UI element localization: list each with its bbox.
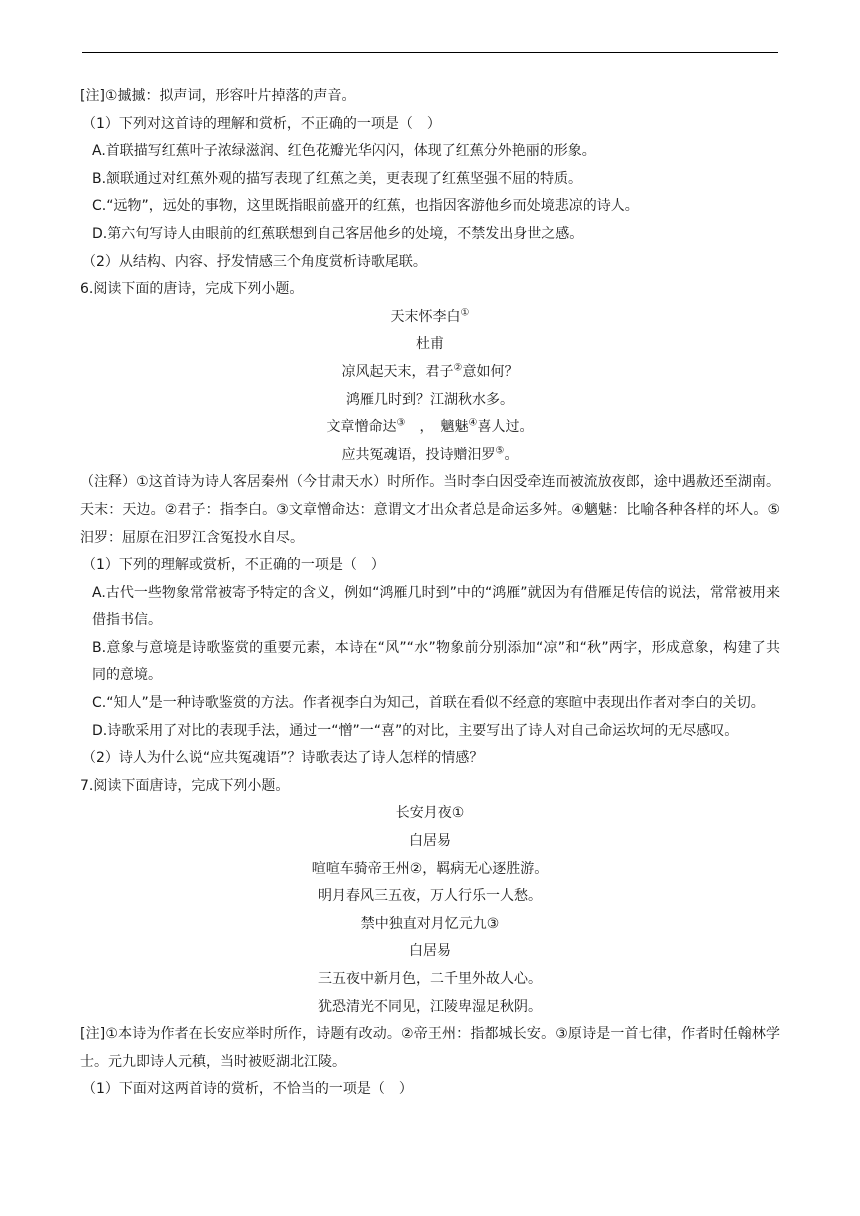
q6-subquestion-1: （1）下列的理解或赏析，不正确的一项是（ ） <box>82 557 385 574</box>
note-q5: [注]①摵摵：拟声词，形容叶片掉落的声音。 <box>80 88 356 104</box>
q7-poem1-line-2: 明月春风三五夜，万人行乐一人愁。 <box>318 888 542 905</box>
q6-heading: 6.阅读下面的唐诗，完成下列小题。 <box>80 281 304 298</box>
q5-option-a: A.首联描写红蕉叶子浓绿滋润、红色花瓣光华闪闪，体现了红蕉分外艳丽的形象。 <box>92 143 596 160</box>
q6-l3a: 文章憎命达 <box>326 419 397 436</box>
q6-l3c: 喜人过。 <box>477 419 534 436</box>
q5-option-b: B.颔联通过对红蕉外观的描写表现了红蕉之美，更表现了红蕉坚强不屈的特质。 <box>92 170 583 187</box>
q6-poem-line-2: 鸿雁几时到？江湖秋水多。 <box>346 391 514 408</box>
q5-subquestion-2: （2）从结构、内容、抒发情感三个角度赏析诗歌尾联。 <box>82 253 427 270</box>
q7-poem1-poet: 白居易 <box>409 833 451 850</box>
q6-poem-title-mark: ① <box>460 307 470 319</box>
q7-poem2-line-1: 三五夜中新月色，二千里外故人心。 <box>318 971 542 987</box>
q6-poet: 杜甫 <box>416 336 444 353</box>
q6-l3-mark-2: ④ <box>468 417 478 429</box>
q6-poem-line-4 <box>80 442 780 470</box>
q6-l3b: ， 魑魅 <box>405 419 469 436</box>
q6-l4-mark: ⑤ <box>495 445 505 457</box>
q6-l4a: 应共冤魂语，投诗赠汨罗 <box>341 446 496 463</box>
q7-heading: 7.阅读下面唐诗，完成下列小题。 <box>80 777 290 794</box>
q7-subquestion-1: （1）下面对这两首诗的赏析，不恰当的一项是（ ） <box>82 1081 413 1098</box>
q6-poem-title-text: 天末怀李白 <box>390 308 461 325</box>
q7-poem2-poet: 白居易 <box>409 943 451 960</box>
q5-subquestion-1: （1）下列对这首诗的理解和赏析，不正确的一项是（ ） <box>82 115 441 132</box>
q6-l3-mark: ③ <box>396 417 406 429</box>
q6-poem-line-1 <box>80 359 780 387</box>
q6-l1a: 凉风起天末，君子 <box>341 363 454 380</box>
header-rule <box>82 52 778 53</box>
q6-poem-line-3 <box>80 414 780 442</box>
q6-subquestion-2: （2）诗人为什么说“应共冤魂语”？诗歌表达了诗人怎样的情感？ <box>82 750 484 767</box>
q7-poem2-line-2: 犹恐清光不同见，江陵卑湿足秋阴。 <box>318 998 542 1015</box>
q7-poem2-title: 禁中独直对月忆元九③ <box>360 915 500 932</box>
q6-option-a: A.古代一些物象常常被寄予特定的含义，例如“鸿雁几时到”中的“鸿雁”就因为有借雁足传信的说法，常常被用来借指书信。 <box>92 584 780 629</box>
q6-l1-mark: ② <box>453 362 463 374</box>
q6-l4b: 。 <box>504 446 519 463</box>
q6-l1b: 意如何？ <box>462 363 519 380</box>
q6-poem-title <box>80 304 780 332</box>
q6-option-b: B.意象与意境是诗歌鉴赏的重要元素，本诗在“风”“水”物象前分别添加“凉”和“秋”两字，形成意象，构建了共同的意境。 <box>92 639 780 684</box>
q7-poem1-line-1: 喧喧车骑帝王州②，羁病无心逐胜游。 <box>311 860 549 877</box>
q7-poem1-title: 长安月夜① <box>395 805 465 822</box>
q5-option-d: D.第六句写诗人由眼前的红蕉联想到自己客居他乡的处境，不禁发出身世之感。 <box>92 225 584 242</box>
q7-note: [注]①本诗为作者在长安应举时所作，诗题有改动。②帝王州：指都城长安。③原诗是一首七律，作者时任翰林学士。元九即诗人元稹，当时被贬湖北江陵。 <box>80 1026 780 1070</box>
document-body <box>80 83 780 1104</box>
q6-option-d: D.诗歌采用了对比的表现手法，通过一“憎”一“喜”的对比，主要写出了诗人对自己命运坎坷的无尽感叹。 <box>92 722 739 739</box>
q6-note: （注释）①这首诗为诗人客居秦州（今甘肃天水）时所作。当时李白因受牵连而被流放夜郎，途中遇赦还至湖南。天末：天边。②君子：指李白。③文章憎命达：意谓文才出众者总是命运多舛。④魑魅：比喻各种各样的坏人。⑤汨罗：屈原在汨罗江含冤投水自尽。 <box>80 474 780 546</box>
q5-option-c: C.“远物”，远处的事物，这里既指眼前盛开的红蕉，也指因客游他乡而处境悲凉的诗人。 <box>92 198 639 215</box>
q6-option-c: C.“知人”是一种诗歌鉴赏的方法。作者视李白为知己，首联在看似不经意的寒暄中表现出作者对李白的关切。 <box>92 695 765 712</box>
